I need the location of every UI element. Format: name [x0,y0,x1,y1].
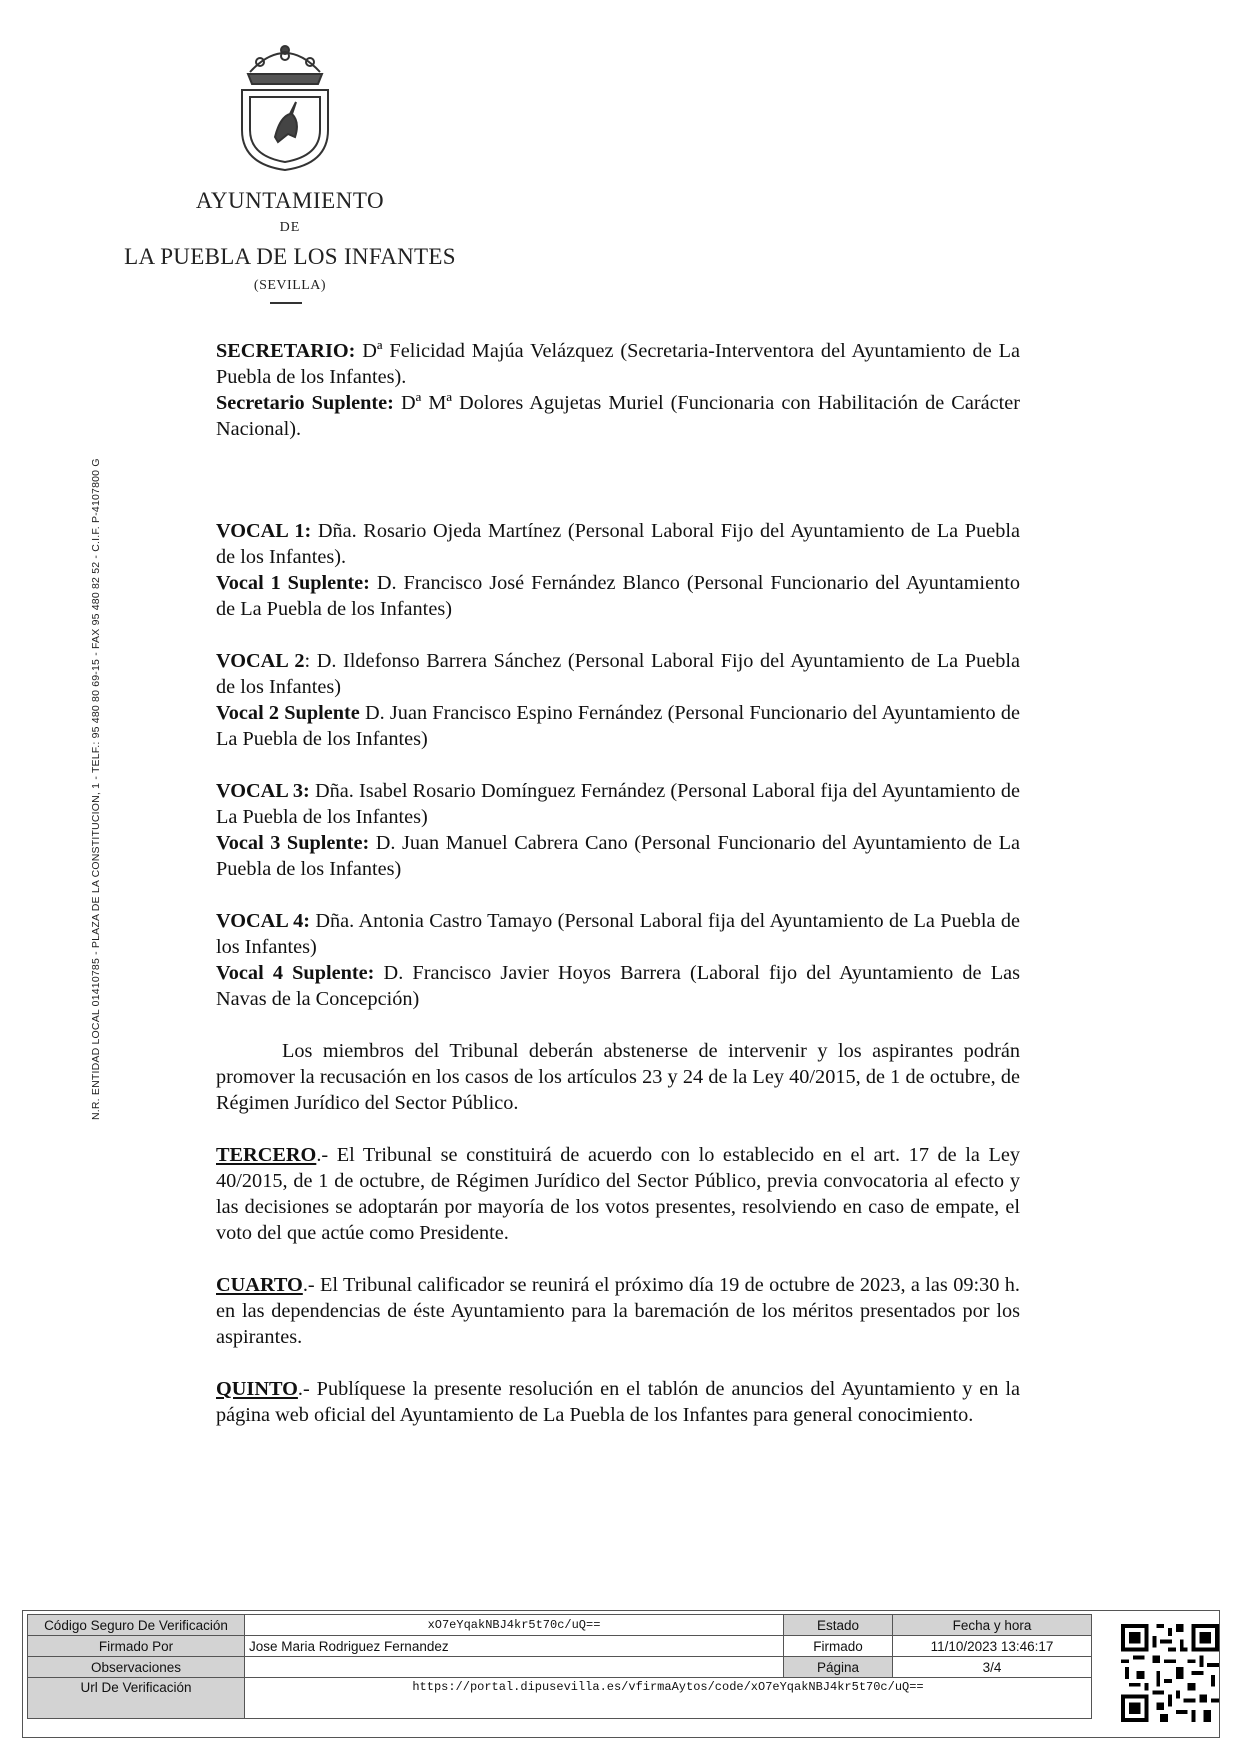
vocal2-suplente-label: Vocal 2 Suplente [216,702,360,724]
csv-value: xO7eYqakNBJ4kr5t70c/uQ== [245,1615,784,1636]
secretario-suplente-paragraph [216,390,1020,442]
vocal1-paragraph [216,518,1020,570]
vocal4-text: Dña. Antonia Castro Tamayo (Personal Laboral fija del Ayuntamiento de La Puebla de los Infantes) [216,910,1021,958]
vocal3-suplente-label: Vocal 3 Suplente: [216,832,370,854]
url-label: Url De Verificación [28,1678,245,1719]
header-municipality: LA PUEBLA DE LOS INFANTES [124,244,456,269]
observaciones-value [245,1657,784,1678]
cuarto-text: .- El Tribunal calificador se reunirá el próximo día 19 de octubre de 2023, a las 09:30 h. en las dependencias de éste Ayuntamiento para la baremación de los méritos presentados por los aspirantes. [216,1274,1020,1348]
firmado-label: Firmado Por [28,1636,245,1657]
header-divider [270,302,302,304]
vocal1-label: VOCAL 1: [216,520,312,542]
secretario-paragraph [216,338,1020,390]
vocal1-text: Dña. Rosario Ojeda Martínez (Personal Laboral Fijo del Ayuntamiento de La Puebla de los Infantes). [216,520,1020,568]
secretario-suplente-label: Secretario Suplente: [216,392,394,414]
vocal4-suplente-text: D. Francisco Javier Hoyos Barrera (Laboral fijo del Ayuntamiento de Las Navas de la Concepción) [216,962,1020,1010]
vocal3-text: Dña. Isabel Rosario Domínguez Fernández (Personal Laboral fija del Ayuntamiento de La Puebla de los Infantes) [216,780,1020,828]
secretario-suplente-text: Dª Mª Dolores Agujetas Muriel (Funcionaria con Habilitación de Carácter Nacional). [216,392,1020,440]
firmado-value: Jose Maria Rodriguez Fernandez [245,1636,784,1657]
tercero-label: TERCERO [216,1144,317,1166]
quinto-paragraph [216,1376,1020,1428]
vocal3-suplente-paragraph [216,830,1020,882]
qr-code-icon[interactable] [1121,1619,1219,1727]
header-de: DE [279,220,301,235]
vocal4-suplente-paragraph [216,960,1020,1012]
vocal2-suplente-text: D. Juan Francisco Espino Fernández (Personal Funcionario del Ayuntamiento de La Puebla de los Infantes) [216,702,1020,750]
vocal2-text: : D. Ildefonso Barrera Sánchez (Personal Laboral Fijo del Ayuntamiento de La Puebla de los Infantes) [216,650,1020,698]
tercero-text: .- El Tribunal se constituirá de acuerdo con lo establecido en el art. 17 de la Ley 40/2015, de 1 de octubre, de Régimen Jurídico del Sector Público, previa convocatoria al efecto y las decisiones se adoptarán por mayoría de los votos presentes, resolviendo en caso de empate, el voto del que actúe como Presidente. [216,1144,1020,1244]
csv-label: Código Seguro De Verificación [28,1615,245,1636]
quinto-label: QUINTO [216,1378,298,1400]
side-registry-text: N.R. ENTIDAD LOCAL 01410785 - PLAZA DE LA CONSTITUCION, 1 - TELF.: 95 480 80 69-15 - FAX 95 480 82 52 - C.I.F. P-4107800 G [90,458,102,1120]
vocal2-label: VOCAL 2 [216,650,305,672]
vocal2-paragraph [216,648,1020,700]
vocal3-suplente-text: D. Juan Manuel Cabrera Cano (Personal Funcionario del Ayuntamiento de La Puebla de los Infantes) [216,832,1020,880]
fecha-label: Fecha y hora [893,1615,1092,1636]
fecha-value: 11/10/2023 13:46:17 [893,1636,1092,1657]
verification-footer [22,1610,1220,1738]
secretario-label: SECRETARIO: [216,340,356,362]
vocal3-label: VOCAL 3: [216,780,310,802]
quinto-text: .- Publíquese la presente resolución en el tablón de anuncios del Ayuntamiento y en la página web oficial del Ayuntamiento de La Puebla de los Infantes para general conocimiento. [216,1378,1020,1426]
vocal1-suplente-text: D. Francisco José Fernández Blanco (Personal Funcionario del Ayuntamiento de La Puebla de los Infantes) [216,572,1020,620]
abstencion-paragraph: Los miembros del Tribunal deberán abstenerse de intervenir y los aspirantes podrán promover la recusación en los casos de los artículos 23 y 24 de la Ley 40/2015, de 1 de octubre, de Régimen Jurídico del Sector Público. [216,1040,1020,1114]
vocal3-paragraph [216,778,1020,830]
pagina-label: Página [784,1657,893,1678]
secretario-text: Dª Felicidad Majúa Velázquez (Secretaria-Interventora del Ayuntamiento de La Puebla de los Infantes). [216,340,1020,388]
cuarto-paragraph [216,1272,1020,1350]
url-value[interactable]: https://portal.dipusevilla.es/vfirmaAytos/code/xO7eYqakNBJ4kr5t70c/uQ== [245,1678,1092,1719]
vocal1-suplente-paragraph [216,570,1020,622]
header-ayuntamiento: AYUNTAMIENTO [195,188,385,213]
vocal2-suplente-paragraph [216,700,1020,752]
vocal1-suplente-label: Vocal 1 Suplente: [216,572,370,594]
municipal-crest [230,42,340,174]
vocal4-paragraph [216,908,1020,960]
document-body [216,338,1020,1428]
cuarto-label: CUARTO [216,1274,303,1296]
estado-value: Firmado [784,1636,893,1657]
observaciones-label: Observaciones [28,1657,245,1678]
verification-table [27,1614,1092,1719]
estado-label: Estado [784,1615,893,1636]
pagina-value: 3/4 [893,1657,1092,1678]
tercero-paragraph [216,1142,1020,1246]
header-province: (SEVILLA) [253,278,327,293]
vocal4-suplente-label: Vocal 4 Suplente: [216,962,375,984]
vocal4-label: VOCAL 4: [216,910,310,932]
